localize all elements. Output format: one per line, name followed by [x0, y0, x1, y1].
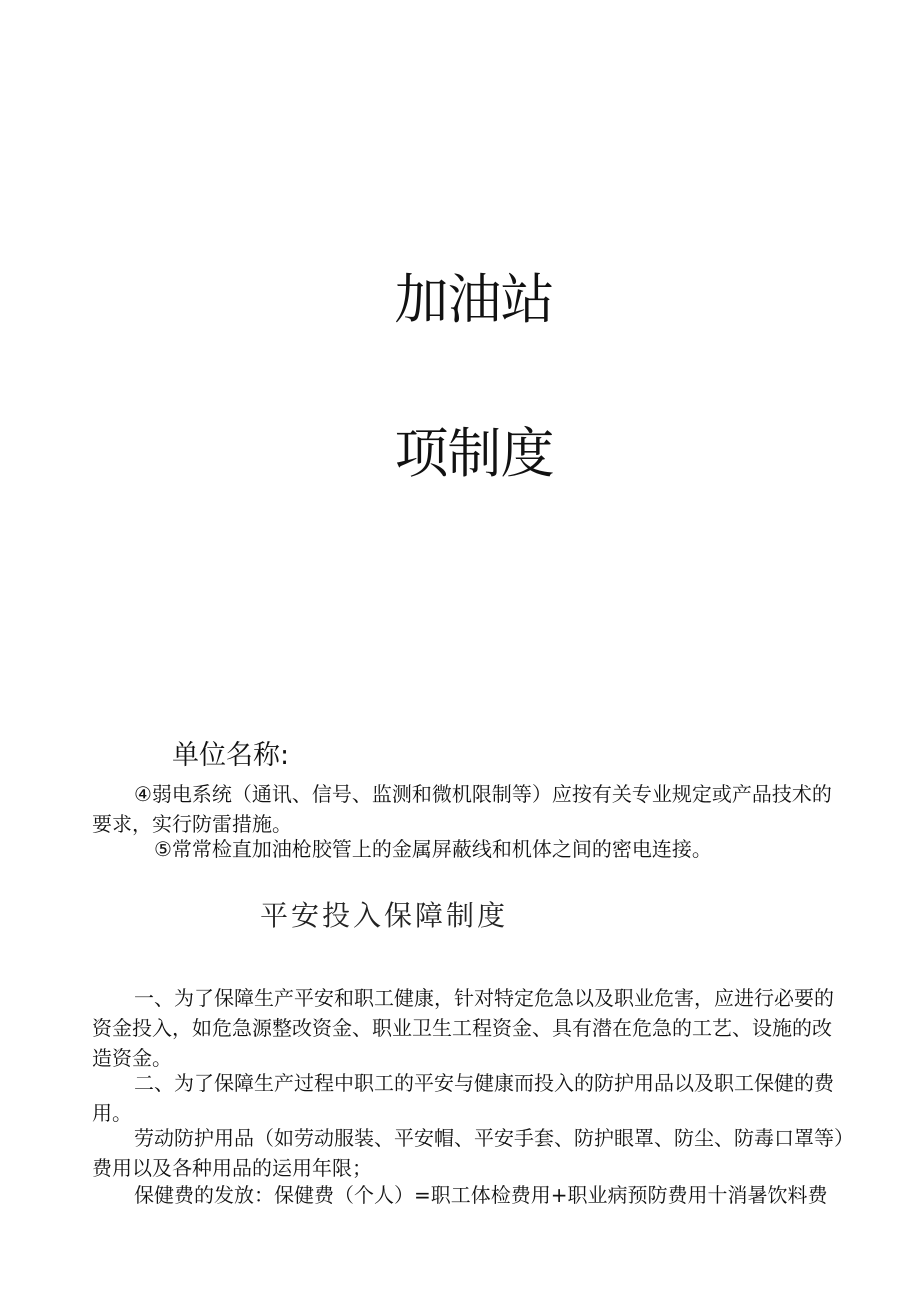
paragraph-3-line-1: 劳动防护用品（如劳动服装、平安帽、平安手套、防护眼罩、防尘、防毒口罩等） [134, 1126, 854, 1150]
paragraph-3-line-2: 费用以及各种用品的运用年限； [92, 1156, 372, 1180]
paragraph-1-line-1: 一、为了保障生产平安和职工健康，针对特定危急以及职业危害，应进行必要的 [134, 986, 834, 1010]
paragraph-item-4 [92, 779, 834, 839]
paragraph-2-line-2: 用。 [92, 1101, 132, 1125]
paragraph-2 [92, 1068, 834, 1128]
document-title-line-1: 加油站 [394, 268, 554, 331]
paragraph-item-4-line-1: ④弱电系统（通讯、信号、监测和微机限制等）应按有关专业规定或产品技术的 [134, 782, 832, 806]
section-heading: 平安投入保障制度 [260, 899, 509, 932]
paragraph-1-line-3: 造资金。 [92, 1046, 172, 1070]
paragraph-item-4-line-2: 要求，实行防雷措施。 [92, 812, 292, 836]
unit-name-label: 单位名称: [172, 740, 290, 771]
paragraph-4-line-1: 保健费的发放：保健费（个人）=职工体检费用+职业病预防费用十消暑饮料费 [134, 1183, 828, 1207]
paragraph-3 [92, 1123, 854, 1183]
paragraph-item-5 [92, 834, 834, 864]
paragraph-1 [92, 983, 834, 1073]
paragraph-4 [92, 1180, 834, 1210]
paragraph-2-line-1: 二、为了保障生产过程中职工的平安与健康而投入的防护用品以及职工保健的费 [134, 1071, 834, 1095]
paragraph-item-5-line-1: ⑤常常检直加油枪胶管上的金属屏蔽线和机体之间的密电连接。 [154, 837, 712, 861]
paragraph-1-line-2: 资金投入，如危急源整改资金、职业卫生工程资金、具有潜在危急的工艺、设施的改 [92, 1016, 832, 1040]
document-title-line-2: 项制度 [394, 422, 554, 485]
